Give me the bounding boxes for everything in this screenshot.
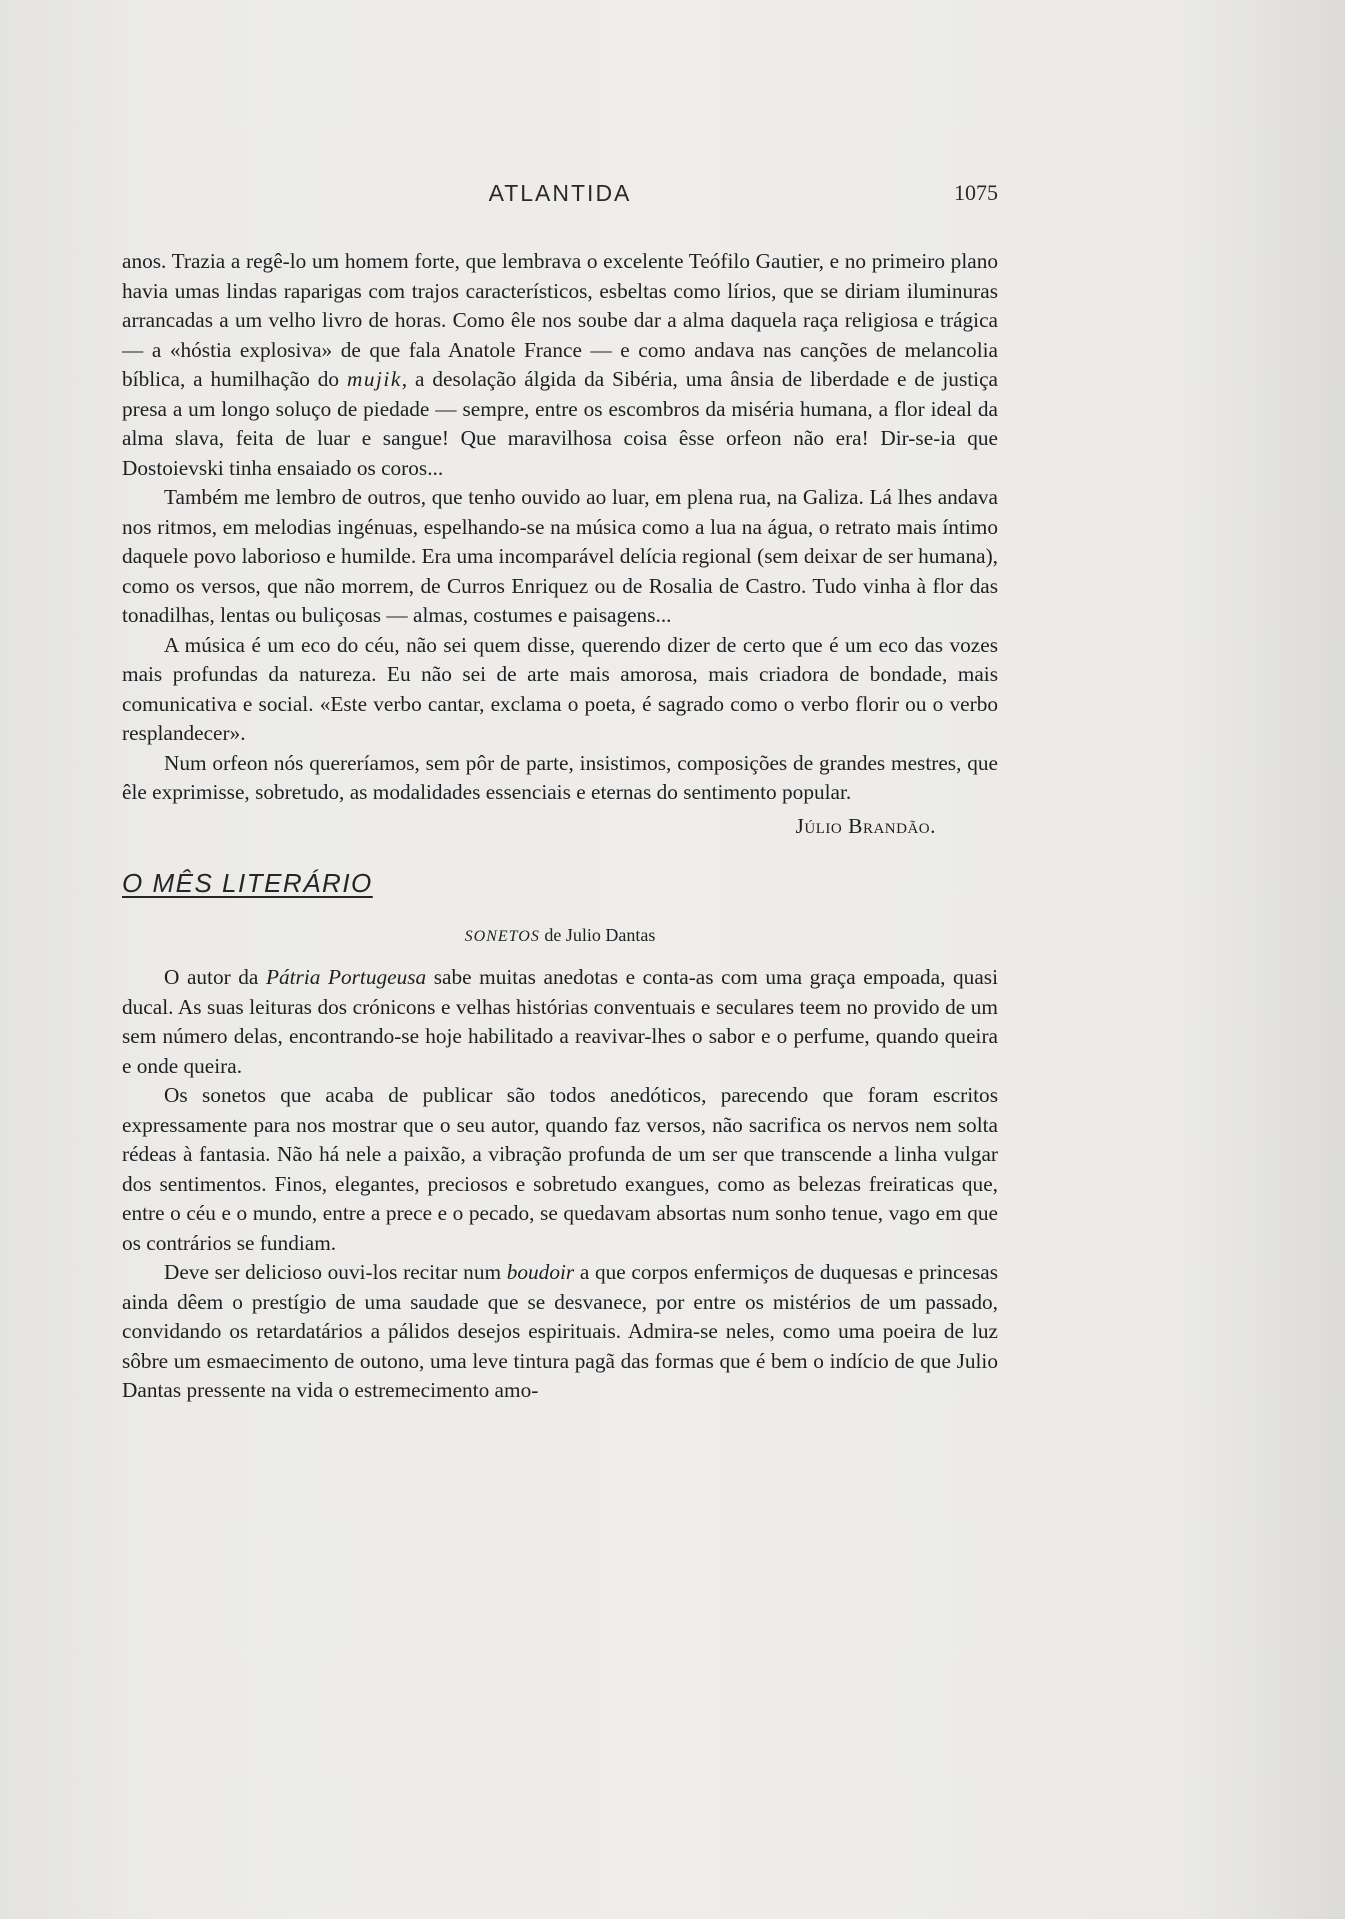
paragraph-text: anos. Trazia a regê-lo um homem forte, que lembrava o excelente Teófilo Gautier, e no primeiro plano havia umas lindas raparigas com trajos característicos, esbeltas como lírios, que se diriam iluminuras arrancadas a um velho livro de horas. Como êle nos soube dar a alma daquela raça religiosa e trágica — a «hóstia explosiva» de que fala Anatole France — e como andava nas canções de melancolia bíblica, a humilhação do bbox=[122, 249, 998, 391]
author-signature: Júlio Brandão. bbox=[795, 813, 936, 838]
review-heading bbox=[122, 921, 998, 952]
review-paragraph bbox=[122, 963, 998, 1081]
page-number: 1075 bbox=[954, 180, 998, 205]
italic-title: Pátria Portugeusa bbox=[265, 965, 427, 989]
italic-term: boudoir bbox=[506, 1260, 575, 1284]
paragraph-text: , a desolação álgida da Sibéria, uma ânsia de liberdade e de justiça presa a um longo soluço de piedade — sempre, entre os escombros da miséria humana, a flor ideal da alma slava, feita de luar e sangue! Que maravilhosa coisa êsse orfeon não era! Dir-se-ia que Dostoievski tinha ensaiado os coros... bbox=[122, 367, 998, 480]
page-header bbox=[122, 180, 998, 210]
running-head: ATLANTIDA bbox=[488, 180, 632, 206]
review-book-author: de Julio Dantas bbox=[539, 924, 656, 945]
article-paragraph: Também me lembro de outros, que tenho ouvido ao luar, em plena rua, na Galiza. Lá lhes andava nos ritmos, em melodias ingénuas, espelhando-se na música como a lua na água, o retrato mais íntimo daquele povo laborioso e humilde. Era uma incomparável delícia regional (sem deixar de ser humana), como os versos, que não morrem, de Curros Enriquez ou de Rosalia de Castro. Tudo vinha à flor das tonadilhas, lentas ou buliçosas — almas, costumes e paisagens... bbox=[122, 485, 998, 627]
review-book-title: SONETOS bbox=[464, 927, 540, 945]
page-body bbox=[122, 247, 998, 1406]
article-paragraph: Num orfeon nós quereríamos, sem pôr de parte, insistimos, composições de grandes mestres, que êle exprimisse, sobretudo, as modalidades essenciais e eternas do sentimento popular. bbox=[122, 750, 998, 804]
paragraph-text: O autor da bbox=[164, 965, 266, 989]
article-paragraph bbox=[122, 247, 998, 483]
review-paragraph bbox=[122, 1258, 998, 1406]
review-paragraph: Os sonetos que acaba de publicar são todos anedóticos, parecendo que foram escritos expressamente para nos mostrar que o seu autor, quando faz versos, não sacrifica os nervos nem solta rédeas à fantasia. Não há nele a paixão, a vibração profunda de um ser que transcende a linha vulgar dos sentimentos. Finos, elegantes, preciosos e sobretudo exangues, como as belezas freiraticas que, entre o céu e o mundo, entre a prece e o pecado, se quedavam absortas num sonho tenue, vago em que os contrários se fundiam. bbox=[122, 1083, 998, 1255]
article-paragraph: A música é um eco do céu, não sei quem disse, querendo dizer de certo que é um eco das vozes mais profundas da natureza. Eu não sei de arte mais amorosa, mais criadora de bondade, mais comunicativa e social. «Este verbo cantar, exclama o poeta, é sagrado como o verbo florir ou o verbo resplandecer». bbox=[122, 632, 998, 745]
paragraph-text: a que corpos enfermiços de duquesas e princesas ainda dêem o prestígio de uma saudade que se desvanece, por entre os mistérios de um passado, convidando os retardatários a pálidos desejos espirituais. Admira-se neles, como uma poeira de luz sôbre um esmaecimento de outono, uma leve tintura pagã das formas que é bem o indício de que Julio Dantas pressente na vida o estremecimento amo- bbox=[122, 1260, 998, 1402]
italic-term: mujik bbox=[346, 367, 402, 391]
paragraph-text: Deve ser delicioso ouvi-los recitar num bbox=[164, 1260, 507, 1284]
paragraph-text: sabe muitas anedotas e conta-as com uma graça empoada, quasi ducal. As suas leituras dos crónicons e velhas histórias conventuais e seculares teem no provido de um sem número delas, encontrando-se hoje habilitado a reavivar-lhes o sabor e o perfume, quando queira e onde queira. bbox=[122, 965, 998, 1078]
section-title: O MÊS LITERÁRIO bbox=[122, 868, 373, 898]
